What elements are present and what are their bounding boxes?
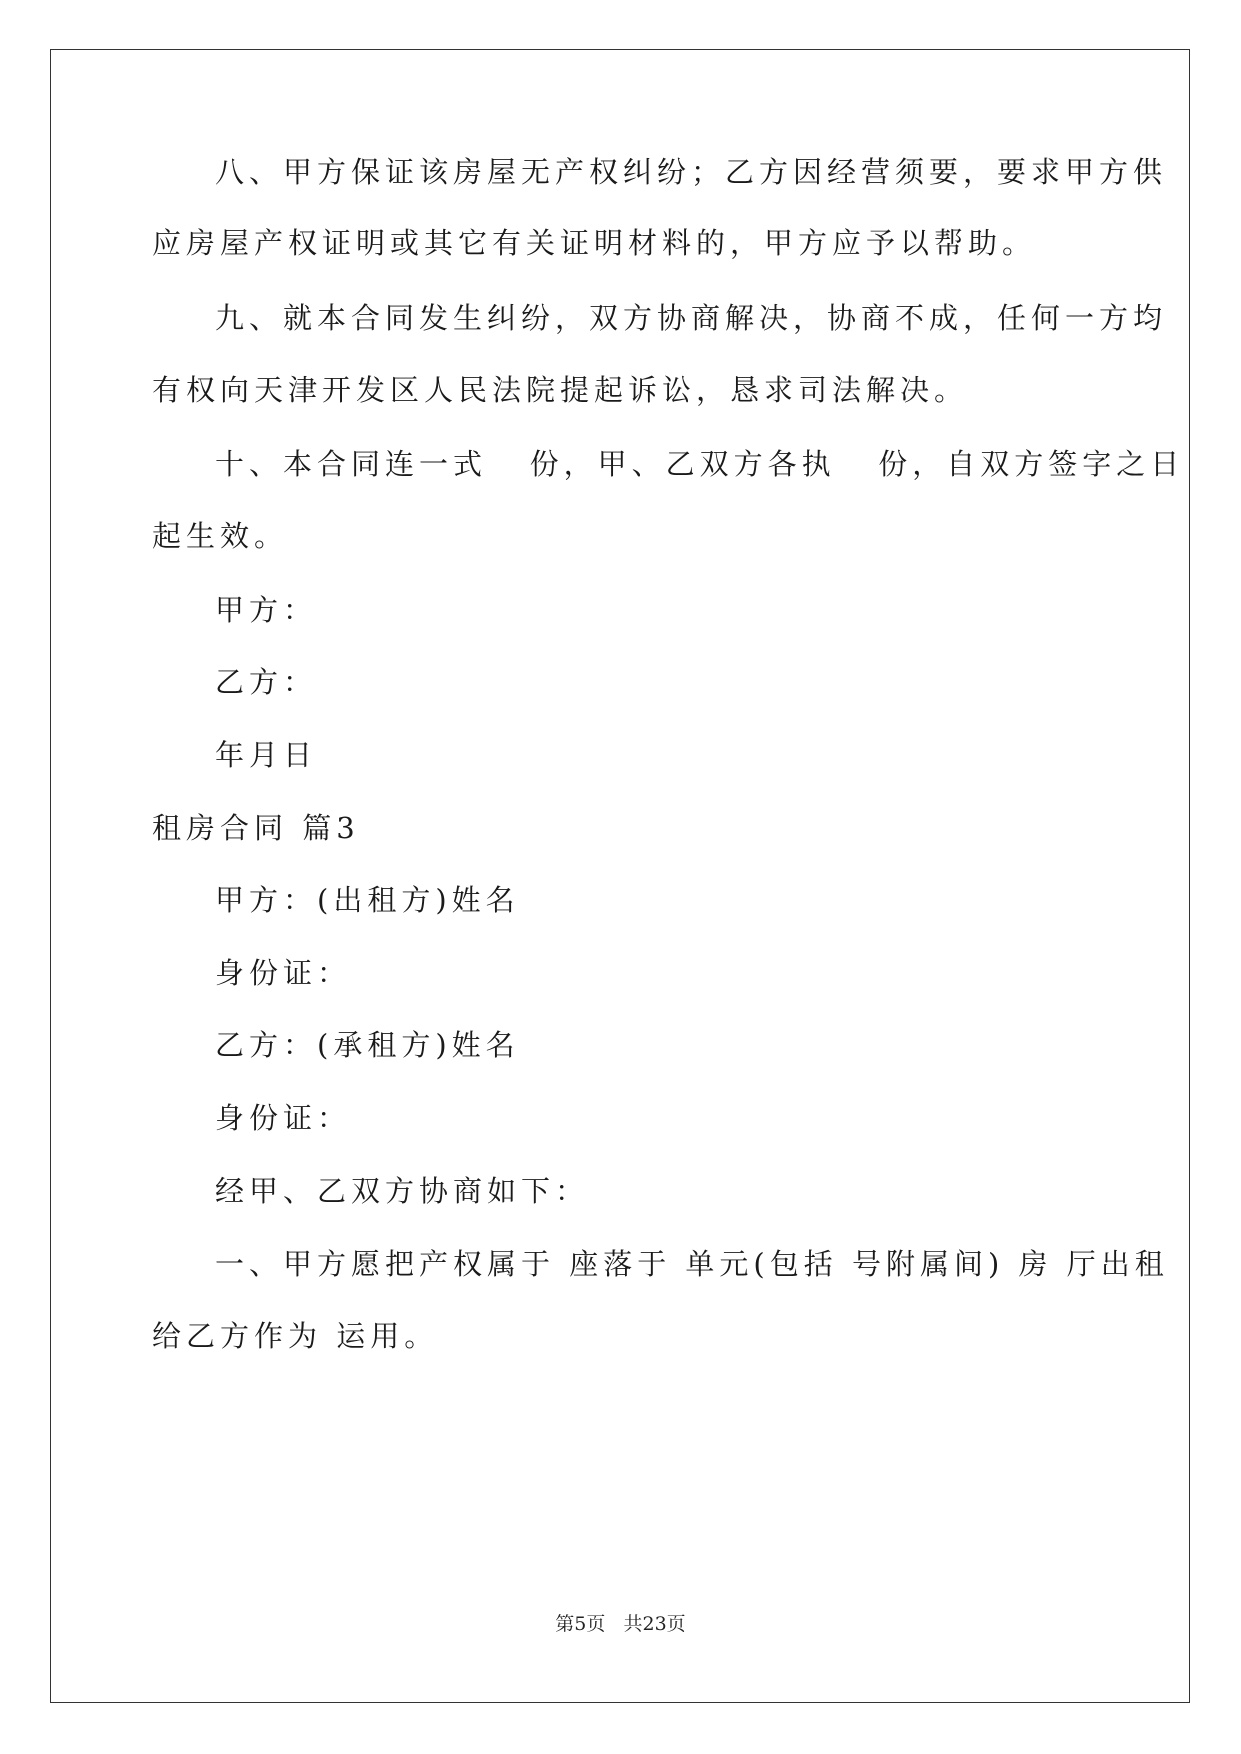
paragraph-9-line-1: 九、就本合同发生纠纷，双方协商解决，协商不成，任何一方均 xyxy=(215,301,1168,335)
lessor-id: 身份证： xyxy=(215,956,352,990)
clause-1-line-1: 一、甲方愿把产权属于 座落于 单元(包括 号附属间) 房 厅出租 xyxy=(215,1247,1169,1281)
paragraph-9-line-2: 有权向天津开发区人民法院提起诉讼，恳求司法解决。 xyxy=(152,373,969,407)
paragraph-8-line-1: 八、甲方保证该房屋无产权纠纷；乙方因经营须要，要求甲方供 xyxy=(215,155,1168,189)
date-line: 年月日 xyxy=(215,738,318,772)
party-a-signature: 甲方： xyxy=(215,593,318,627)
paragraph-10-line-1: 十、本合同连一式 份，甲、乙双方各执 份，自双方签字之日 xyxy=(215,447,1185,481)
page-number: 第5页 共23页 xyxy=(555,1613,686,1635)
paragraph-8-line-2: 应房屋产权证明或其它有关证明材料的，甲方应予以帮助。 xyxy=(152,226,1037,260)
lessee-id: 身份证： xyxy=(215,1101,352,1135)
section-heading: 租房合同 篇3 xyxy=(152,811,360,845)
party-b-signature: 乙方： xyxy=(215,665,318,699)
agreement-intro: 经甲、乙双方协商如下： xyxy=(215,1174,590,1208)
lessor-name: 甲方：(出租方)姓名 xyxy=(215,883,520,917)
clause-1-line-2: 给乙方作为 运用。 xyxy=(152,1319,439,1353)
paragraph-10-line-2: 起生效。 xyxy=(152,519,289,553)
lessee-name: 乙方：(承租方)姓名 xyxy=(215,1028,520,1062)
